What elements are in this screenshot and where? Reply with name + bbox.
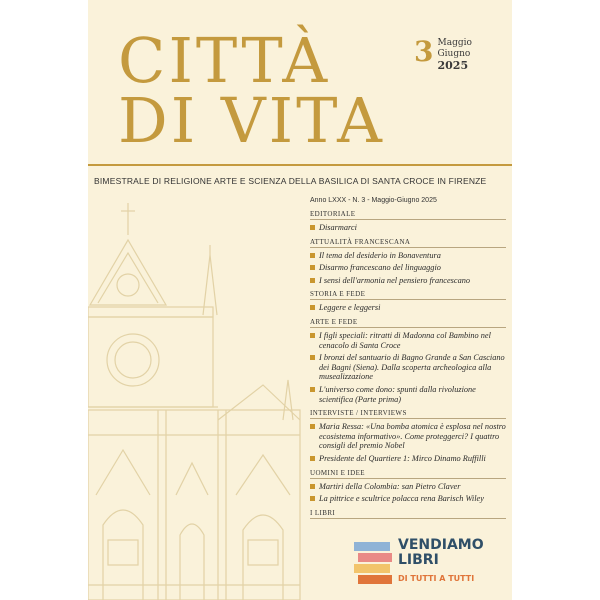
toc-item-title: Disarmarci [319, 223, 357, 232]
toc-item-title: Il tema del desiderio in Bonaventura [319, 250, 441, 260]
toc-section-heading: I LIBRI [310, 509, 506, 519]
toc-item [310, 303, 506, 313]
toc-item [310, 276, 506, 286]
bullet-square-icon [310, 305, 315, 310]
bullet-square-icon [310, 484, 315, 489]
toc-item-title: I bronzi del santuario di Bagno Grande a San Casciano dei Bagni (Siena). Dalla scoperta archeologica alla musealizzazione [319, 353, 505, 382]
issue-number: 3 [414, 35, 434, 68]
annata-line: Anno LXXX - N. 3 - Maggio-Giugno 2025 [310, 197, 437, 204]
toc-item [310, 422, 506, 451]
bullet-square-icon [310, 278, 315, 283]
bullet-square-icon [310, 265, 315, 270]
toc-item [310, 331, 506, 350]
masthead-title-line1: CITTÀ [118, 24, 331, 97]
toc-item-title: Presidente del Quartiere 1: Mirco Dinamo Ruffilli [319, 453, 486, 463]
toc-item [310, 263, 506, 273]
toc-item [310, 223, 506, 233]
magazine-cover [88, 0, 512, 600]
toc-section-heading: EDITORIALE [310, 210, 506, 220]
basilica-facade-illustration [88, 195, 303, 600]
toc-item [310, 251, 506, 261]
toc-item [310, 454, 506, 464]
issue-year: 2025 [437, 59, 469, 72]
toc-item-title: Martiri della Colombia: san Pietro Claver [319, 481, 461, 491]
issue-month-2: Giugno [437, 49, 471, 59]
toc-item [310, 494, 506, 504]
toc-section-heading: ARTE E FEDE [310, 318, 506, 328]
promo-watermark [352, 534, 484, 594]
toc-section-heading: INTERVISTE / INTERVIEWS [310, 409, 506, 419]
promo-line-3: DI TUTTI A TUTTI [398, 574, 475, 583]
bullet-square-icon [310, 355, 315, 360]
toc-item [310, 385, 506, 404]
toc-item [310, 353, 506, 382]
issue-month-1: Maggio [437, 38, 472, 48]
issue-date [437, 38, 471, 71]
bullet-square-icon [310, 424, 315, 429]
bullet-square-icon [310, 225, 315, 230]
promo-line-2: LIBRI [398, 552, 439, 568]
promo-line-1: VENDIAMO [398, 537, 484, 553]
toc-section-heading: ATTUALITÀ FRANCESCANA [310, 238, 506, 248]
toc-item-title: Leggere e leggersi [319, 303, 381, 313]
masthead-title-line2: DI VITA [118, 84, 385, 157]
toc-item-title: Disarmo francescano del linguaggio [319, 263, 441, 273]
toc-item-title: I sensi dell'armonia nel pensiero francescano [319, 275, 471, 285]
toc-item-title: La pittrice e scultrice polacca rena Barisch Wiley [319, 494, 484, 504]
toc-item [310, 482, 506, 492]
toc-item-title: I figli speciali: ritratti di Madonna col Bambino nel cenacolo di Santa Croce [319, 330, 491, 350]
books-stack-icon [352, 536, 394, 592]
magazine-subtitle: BIMESTRALE DI RELIGIONE ARTE E SCIENZA DELLA BASILICA DI SANTA CROCE IN FIRENZE [94, 176, 487, 186]
issue-info [414, 35, 472, 72]
bullet-square-icon [310, 387, 315, 392]
toc-section-heading: STORIA E FEDE [310, 290, 506, 300]
bullet-square-icon [310, 333, 315, 338]
table-of-contents [310, 210, 506, 522]
toc-item-title: L'universo come dono: spunti dalla rivoluzione scientifica (Parte prima) [319, 384, 476, 404]
toc-item-title: Maria Ressa: «Una bomba atomica è esplosa nel nostro ecosistema informativo». Come proteggerci? I quattro consigli del premio Nobel [319, 422, 506, 451]
bullet-square-icon [310, 496, 315, 501]
toc-section-heading: UOMINI E IDEE [310, 469, 506, 479]
bullet-square-icon [310, 456, 315, 461]
bullet-square-icon [310, 253, 315, 258]
gold-divider [88, 164, 512, 166]
